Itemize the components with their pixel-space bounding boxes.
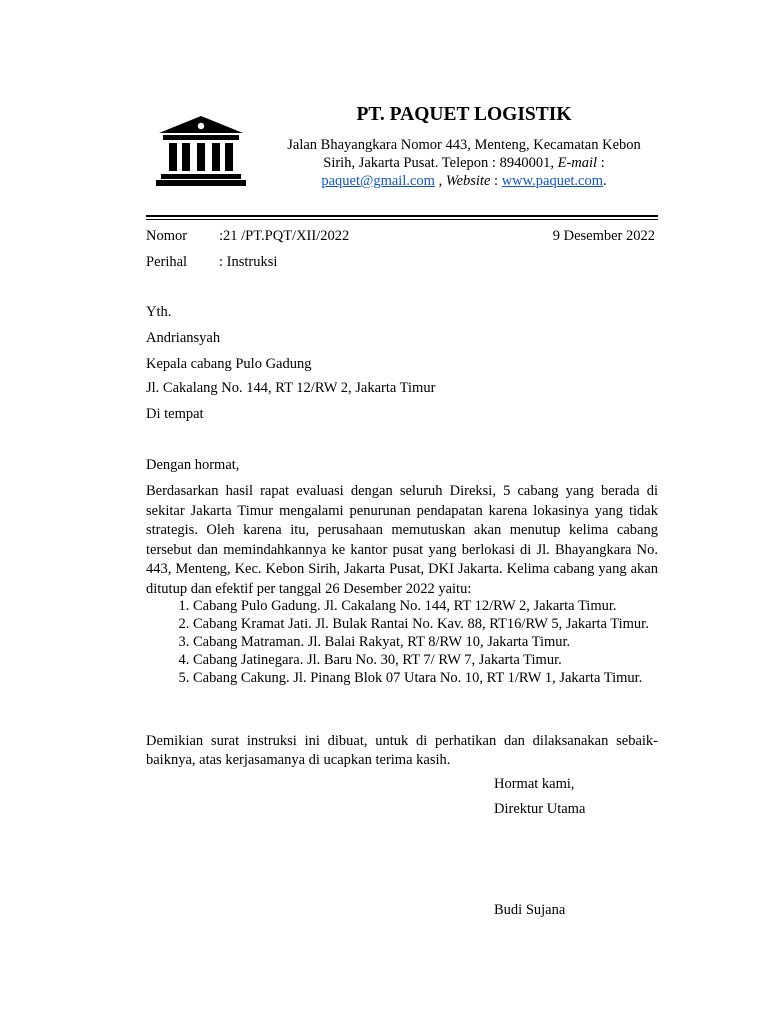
list-item: 5. Cabang Cakung. Jl. Pinang Blok 07 Utara No. 10, RT 1/RW 1, Jakarta Timur.: [193, 669, 658, 687]
address-text: Jalan Bhayangkara Nomor 443, Menteng, Kecamatan Kebon Sirih, Jakarta Pusat. Telepon : 8940001,: [287, 137, 641, 171]
perihal-value: : Instruksi: [219, 254, 278, 270]
body-paragraph: Berdasarkan hasil rapat evaluasi dengan seluruh Direksi, 5 cabang yang berada di sekitar Jakarta Timur mengalami penurunan pendapatan karena lokasinya yang tidak strategis. Oleh karena itu, perusahaan memutuskan akan menutup kelima cabang tersebut dan memindahkannya ke kantor pusat yang berlokasi di Jl. Bhayangkara No. 443, Menteng, Kec. Kebon Sirih, Jakarta Pusat, DKI Jakarta. Kelima cabang yang akan ditutup dan efektif per tanggal 26 Desember 2022 yaitu:: [146, 483, 658, 597]
list-item: 4. Cabang Jatinegara. Jl. Baru No. 30, RT 7/ RW 7, Jakarta Timur.: [193, 651, 658, 669]
signature-name: Budi Sujana: [494, 902, 566, 918]
signature-regards: Hormat kami,: [494, 776, 575, 792]
list-item: 2. Cabang Kramat Jati. Jl. Bulak Rantai No. Kav. 88, RT16/RW 5, Jakarta Timur.: [193, 615, 658, 633]
recipient-address: Jl. Cakalang No. 144, RT 12/RW 2, Jakarta Timur: [146, 380, 436, 396]
website-colon: :: [490, 173, 502, 189]
header-divider-thick: [146, 215, 658, 217]
perihal-label: Perihal: [146, 254, 188, 270]
closing-paragraph: Demikian surat instruksi ini dibuat, untuk di perhatikan dan dilaksanakan sebaik-baiknya, atas kerjasamanya di ucapkan terima kasih.: [146, 733, 658, 768]
recipient-yth: Yth.: [146, 304, 172, 320]
website-label: Website: [445, 173, 491, 189]
recipient-position: Kepala cabang Pulo Gadung: [146, 356, 312, 372]
nomor-value: :21 /PT.PQT/XII/2022: [219, 228, 350, 244]
recipient-place: Di tempat: [146, 406, 204, 422]
company-name: PT. PAQUET LOGISTIK: [356, 104, 572, 125]
bank-building-icon: [155, 116, 247, 186]
list-item: 3. Cabang Matraman. Jl. Balai Rakyat, RT 8/RW 10, Jakarta Timur.: [193, 633, 658, 651]
company-address: [270, 136, 658, 190]
recipient-name: Andriansyah: [146, 330, 221, 346]
address-end: .: [603, 173, 607, 189]
website-link[interactable]: www.paquet.com: [501, 173, 604, 189]
email-separator: :: [597, 155, 605, 171]
greeting: Dengan hormat,: [146, 457, 240, 473]
signature-title: Direktur Utama: [494, 801, 586, 817]
header-divider-thin: [146, 219, 658, 220]
list-item: 1. Cabang Pulo Gadung. Jl. Cakalang No. 144, RT 12/RW 2, Jakarta Timur.: [193, 597, 658, 615]
email-label: E-mail: [557, 155, 598, 171]
email-link[interactable]: paquet@gmail.com: [321, 173, 435, 189]
branch-list: [146, 597, 658, 687]
website-separator: ,: [434, 173, 446, 189]
nomor-label: Nomor: [146, 228, 188, 244]
letter-date: 9 Desember 2022: [552, 228, 655, 244]
